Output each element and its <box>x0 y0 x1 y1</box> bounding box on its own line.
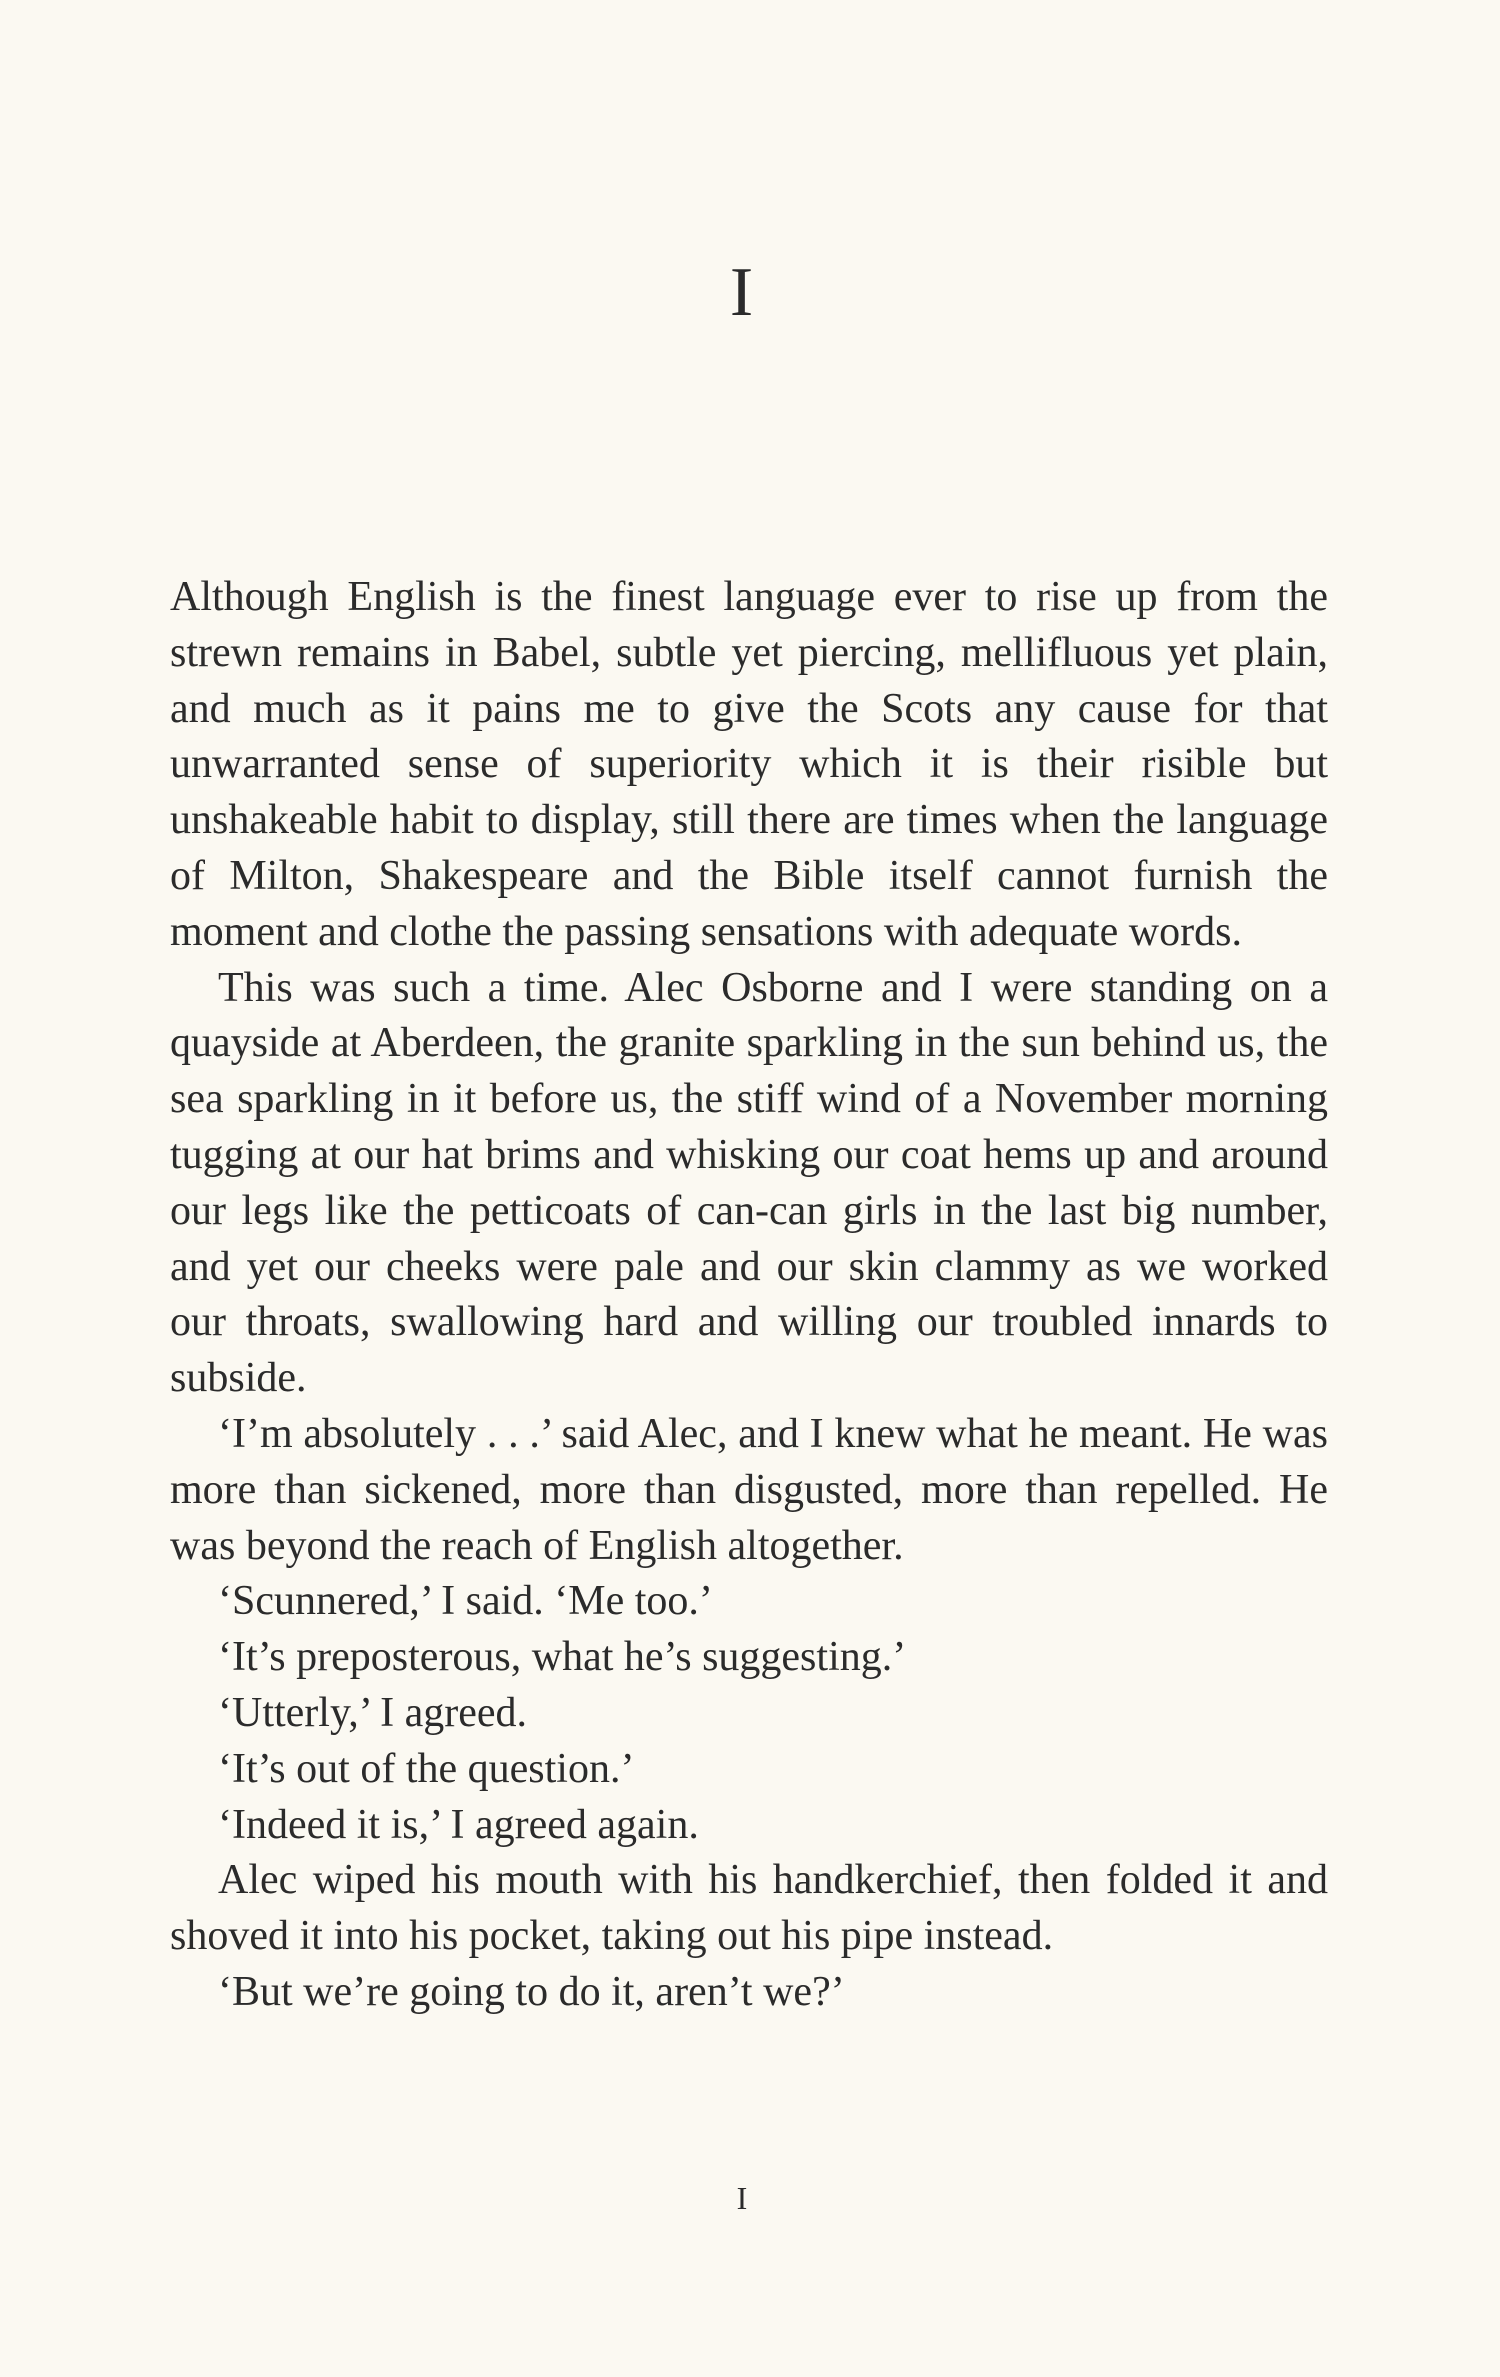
paragraph-dialogue: ‘But we’re going to do it, aren’t we?’ <box>218 1968 845 2015</box>
paragraph-dialogue: ‘Scunnered,’ I said. ‘Me too.’ <box>218 1578 713 1625</box>
paragraph-dialogue: ‘It’s preposterous, what he’s suggesting.’ <box>218 1634 907 1681</box>
paragraph-dialogue: ‘Utterly,’ I agreed. <box>218 1689 527 1736</box>
paragraph-dialogue: ‘I’m absolutely . . .’ said Alec, and I knew what he meant. He was more than sickened, more than disgusted, more than repelled. He was beyond the reach of English altogether. <box>170 1410 1328 1569</box>
chapter-text <box>170 570 1328 2021</box>
paragraph-opening: Although English is the finest language ever to rise up from the strewn remains in Babel, subtle yet piercing, mellifluous yet plain, and much as it pains me to give the Scots any cause for that unwarranted sense of superiority which it is their risible but unshakeable habit to display, still there are times when the language of Milton, Shakespeare and the Bible itself cannot furnish the moment and clothe the passing sensations with adequate words. <box>170 574 1328 955</box>
paragraph-quayside: This was such a time. Alec Osborne and I were standing on a quayside at Aberdeen, the granite sparkling in the sun behind us, the sea sparkling in it before us, the stiff wind of a November morning tugging at our hat brims and whisking our coat hems up and around our legs like the petticoats of can-can girls in the last big number, and yet our cheeks were pale and our skin clammy as we worked our throats, swallowing hard and willing our troubled innards to subside. <box>170 964 1328 1402</box>
page-number: I <box>736 2180 749 2216</box>
paragraph-dialogue: ‘It’s out of the question.’ <box>218 1745 635 1792</box>
chapter-number: I <box>729 254 756 331</box>
paragraph-dialogue: ‘Indeed it is,’ I agreed again. <box>218 1801 699 1848</box>
paragraph-narration: Alec wiped his mouth with his handkerchief, then folded it and shoved it into his pocket, taking out his pipe instead. <box>170 1857 1328 1960</box>
